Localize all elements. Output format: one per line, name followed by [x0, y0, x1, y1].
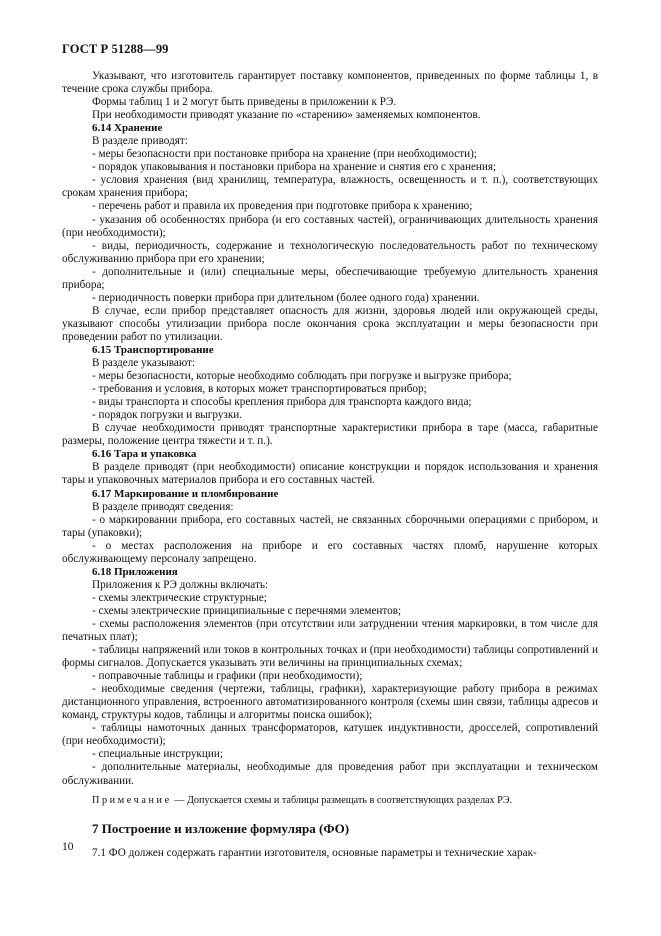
list-item: - порядок упаковывания и постановки прибора на хранение и снятия его с хранения;: [92, 161, 497, 174]
paragraph: В разделе приводят сведения:: [92, 500, 234, 513]
list-item: - дополнительные материалы, необходимые для проведения работ при эксплуатации и техническом обслуживании.: [62, 761, 598, 787]
list-item: - схемы расположения элементов (при отсутствии или затруднении чтения маркировки, в том числе для печатных плат);: [62, 617, 598, 644]
paragraph: 7.1 ФО должен содержать гарантии изготовителя, основные параметры и технические харак-: [92, 846, 537, 859]
list-item: - виды транспорта и способы крепления прибора для транспорта каждого вида;: [92, 396, 472, 409]
paragraph: При необходимости приводят указание по «старению» заменяемых компонентов.: [92, 109, 481, 122]
list-item: - меры безопасности при постановке прибора на хранение (при необходимости);: [92, 148, 477, 161]
list-item: - указания об особенностях прибора (и его составных частей), ограничивающих длительность хранения (при необходимости);: [62, 213, 598, 239]
subsection-heading: 6.14 Хранение: [92, 122, 163, 135]
list-item: - требования и условия, в которых может транспортироваться прибор;: [92, 383, 427, 396]
section-title: 7 Построение и изложение формуляра (ФО): [92, 820, 350, 836]
list-item: - о местах расположения на приборе и его составных частях пломб, нарушение которых обслуживающему персоналу запрещено.: [62, 539, 598, 565]
subsection-heading: 6.18 Приложения: [92, 565, 178, 578]
paragraph: В разделе приводят (при необходимости) описание конструкции и порядок использования и хранения тары и упаковочных материалов прибора и его составных частей.: [62, 461, 598, 487]
list-item: - периодичность поверки прибора при длительном (более одного года) хранении.: [92, 291, 480, 304]
note-text: — Допускается схемы и таблицы размещать в соответствующих разделах РЭ.: [171, 794, 513, 806]
list-item: - условия хранения (вид хранилищ, температура, влажность, освещенность и т. п.), соответствующих срокам хранения прибора;: [62, 174, 598, 200]
paragraph: В разделе приводят:: [92, 135, 188, 148]
subsection-heading: 6.17 Маркирование и пломбирование: [92, 487, 279, 500]
document-header: ГОСТ Р 51288—99: [62, 42, 169, 56]
list-item: - меры безопасности, которые необходимо соблюдать при погрузке и выгрузке прибора;: [92, 370, 512, 383]
list-item: - виды, периодичность, содержание и технологическую последовательность работ по техническому обслуживанию прибора при его хранении;: [62, 239, 598, 265]
list-item: - дополнительные и (или) специальные меры, обеспечивающие требуемую длительность хранения прибора;: [62, 265, 598, 291]
page-number: 10: [62, 841, 74, 853]
paragraph: В случае необходимости приводят транспортные характеристики прибора в таре (масса, габаритные размеры, положение центра тяжести и т. п.).: [62, 422, 598, 448]
list-item: - порядок погрузки и выгрузки.: [92, 409, 243, 422]
list-item: - специальные инструкции;: [92, 748, 223, 761]
paragraph: Формы таблиц 1 и 2 могут быть приведены в приложении к РЭ.: [92, 96, 397, 109]
list-item: - перечень работ и правила их проведения при подготовке прибора к хранению;: [92, 200, 473, 213]
list-item: - необходимые сведения (чертежи, таблицы, графики), характеризующие работу прибора в режимах дистанционного управления, встроенного автоматизированного контроля (схемы шин связи, таблицы адресов и команд, структуры кодов, таблицы и алгоритмы поиска ошибок);: [62, 683, 598, 722]
paragraph: В случае, если прибор представляет опасность для жизни, здоровья людей или окружающей среды, указывают способы утилизации прибора после окончания срока эксплуатации и меры безопасности при проведении работ по утилизации.: [62, 304, 598, 343]
paragraph: В разделе указывают:: [92, 357, 196, 370]
note-label: Примечание: [92, 794, 172, 806]
list-item: - таблицы намоточных данных трансформаторов, катушек индуктивности, дросселей, сопротивлений (при необходимости);: [62, 722, 598, 748]
list-item: - поправочные таблицы и графики (при необходимости);: [92, 670, 363, 683]
list-item: - таблицы напряжений или токов в контрольных точках и (при необходимости) таблицы сопротивлений и формы сигналов. Допускается указывать эти величины на принципиальных схемах;: [62, 644, 598, 670]
note: [62, 794, 598, 807]
subsection-heading: 6.15 Транспортирование: [92, 343, 214, 356]
paragraph: Приложения к РЭ должны включать:: [92, 578, 269, 591]
list-item: - схемы электрические структурные;: [92, 591, 267, 604]
paragraph: Указывают, что изготовитель гарантирует поставку компонентов, приведенных по форме таблицы 1, в течение срока службы прибора.: [62, 70, 598, 96]
document-body: [62, 70, 598, 860]
subsection-heading: 6.16 Тара и упаковка: [92, 448, 197, 461]
list-item: - схемы электрические принципиальные с перечнями элементов;: [92, 604, 402, 617]
list-item: - о маркировании прибора, его составных частей, не связанных сборочными операциями с прибором, и тары (упаковки);: [62, 513, 598, 539]
